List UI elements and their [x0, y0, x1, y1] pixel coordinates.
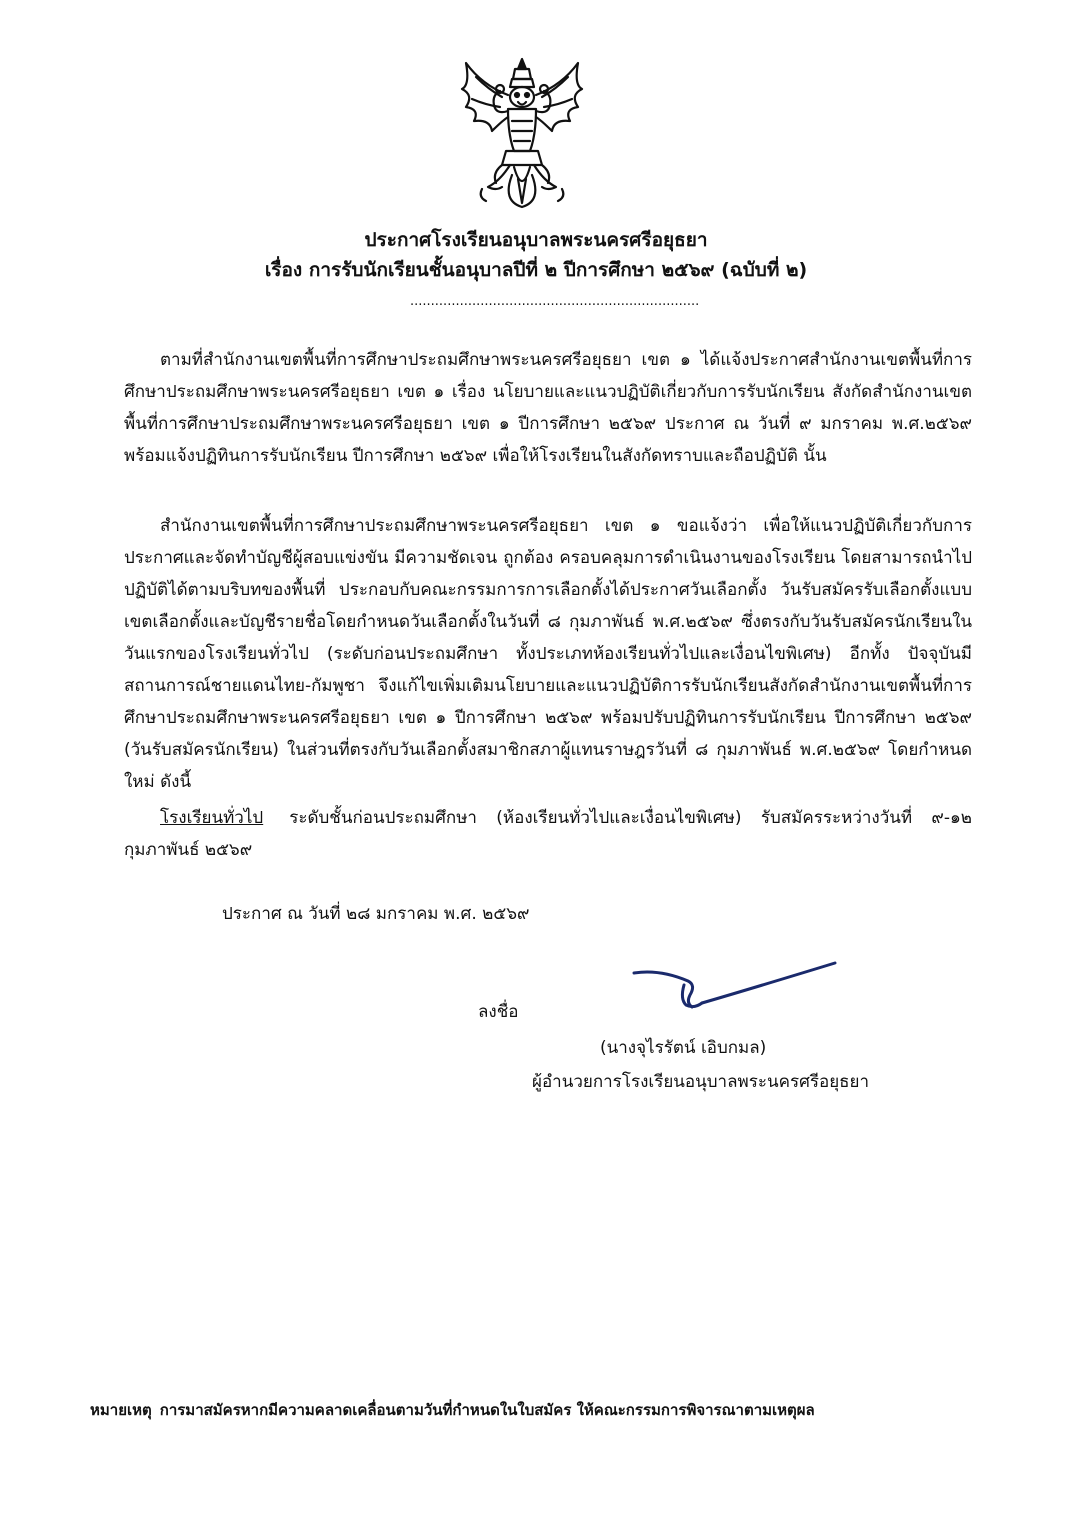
note-text: การมาสมัครหากมีความคลาดเคลื่อนตามวันที่กำหนดในใบสมัคร ให้คณะกรรมการพิจารณาตามเหตุผล	[159, 1401, 815, 1419]
general-school-label: โรงเรียนทั่วไป	[160, 808, 264, 828]
general-school-text: ระดับชั้นก่อนประถมศึกษา (ห้องเรียนทั่วไปและเงื่อนไขพิเศษ) รับสมัครระหว่างวันที่ ๙-๑๒ กุมภาพันธ์ ๒๕๖๙	[124, 808, 972, 860]
footer-note	[90, 1398, 990, 1422]
paragraph-2: สำนักงานเขตพื้นที่การศึกษาประถมศึกษาพระนครศรีอยุธยา เขต ๑ ขอแจ้งว่า เพื่อให้แนวปฏิบัติเกี่ยวกับการประกาศและจัดทำบัญชีผู้สอบแข่งขัน มีความชัดเจน ถูกต้อง ครอบคลุมการดำเนินงานของโรงเรียน โดยสามารถนำไปปฏิบัติได้ตามบริบทของพื้นที่ ประกอบกับคณะกรรมการการเลือกตั้งได้ประกาศวันเลือกตั้ง วันรับสมัครรับเลือกตั้งแบบเขตเลือกตั้งและบัญชีรายชื่อโดยกำหนดวันเลือกตั้งในวันที่ ๘ กุมภาพันธ์ พ.ศ.๒๕๖๙ ซึ่งตรงกับวันรับสมัครนักเรียนในวันแรกของโรงเรียนทั่วไป (ระดับก่อนประถมศึกษา ทั้งประเภทห้องเรียนทั่วไปและเงื่อนไขพิเศษ) อีกทั้ง ปัจจุบันมีสถานการณ์ชายแดนไทย-กัมพูชา จึงแก้ไขเพิ่มเติมนโยบายและแนวปฏิบัติการรับนักเรียนสังกัดสำนักงานเขตพื้นที่การศึกษาประถมศึกษาพระนครศรีอยุธยา เขต ๑ ปีการศึกษา ๒๕๖๙ พร้อมปรับปฏิทินการรับนักเรียน ปีการศึกษา ๒๕๖๙ (วันรับสมัครนักเรียน) ในส่วนที่ตรงกับวันเลือกตั้งสมาชิกสภาผู้แทนราษฎรวันที่ ๘ กุมภาพันธ์ พ.ศ.๒๕๖๙ โดยกำหนดใหม่ ดังนี้	[124, 516, 972, 792]
handwritten-signature	[630, 955, 845, 1015]
note-label: หมายเหตุ	[90, 1401, 152, 1419]
announcement-date: ประกาศ ณ วันที่ ๒๘ มกราคม พ.ศ. ๒๕๖๙	[222, 904, 530, 924]
paragraph-1: ตามที่สำนักงานเขตพื้นที่การศึกษาประถมศึกษาพระนครศรีอยุธยา เขต ๑ ได้แจ้งประกาศสำนักงานเขตพื้นที่การศึกษาประถมศึกษาพระนครศรีอยุธยา เขต ๑ เรื่อง นโยบายและแนวปฏิบัติเกี่ยวกับการรับนักเรียน สังกัดสำนักงานเขตพื้นที่การศึกษาประถมศึกษาพระนครศรีอยุธยา เขต ๑ ปีการศึกษา ๒๕๖๙ ประกาศ ณ วันที่ ๙ มกราคม พ.ศ.๒๕๖๙ พร้อมแจ้งปฏิทินการรับนักเรียน ปีการศึกษา ๒๕๖๙ เพื่อให้โรงเรียนในสังกัดทราบและถือปฏิบัติ นั้น	[124, 350, 972, 466]
title-separator: ......................................................................	[410, 294, 700, 309]
garuda-emblem-icon	[452, 55, 592, 210]
signer-position: ผู้อำนวยการโรงเรียนอนุบาลพระนครศรีอยุธยา	[532, 1072, 870, 1092]
signature-label: ลงชื่อ	[478, 1002, 519, 1022]
signer-name: (นางจุไรรัตน์ เอิบกมล)	[600, 1038, 767, 1058]
title-line-2: เรื่อง การรับนักเรียนชั้นอนุบาลปีที่ ๒ ปีการศึกษา ๒๕๖๙ (ฉบับที่ ๒)	[264, 259, 808, 281]
title-line-1: ประกาศโรงเรียนอนุบาลพระนครศรีอยุธยา	[364, 229, 708, 251]
paragraph-3	[124, 802, 972, 866]
